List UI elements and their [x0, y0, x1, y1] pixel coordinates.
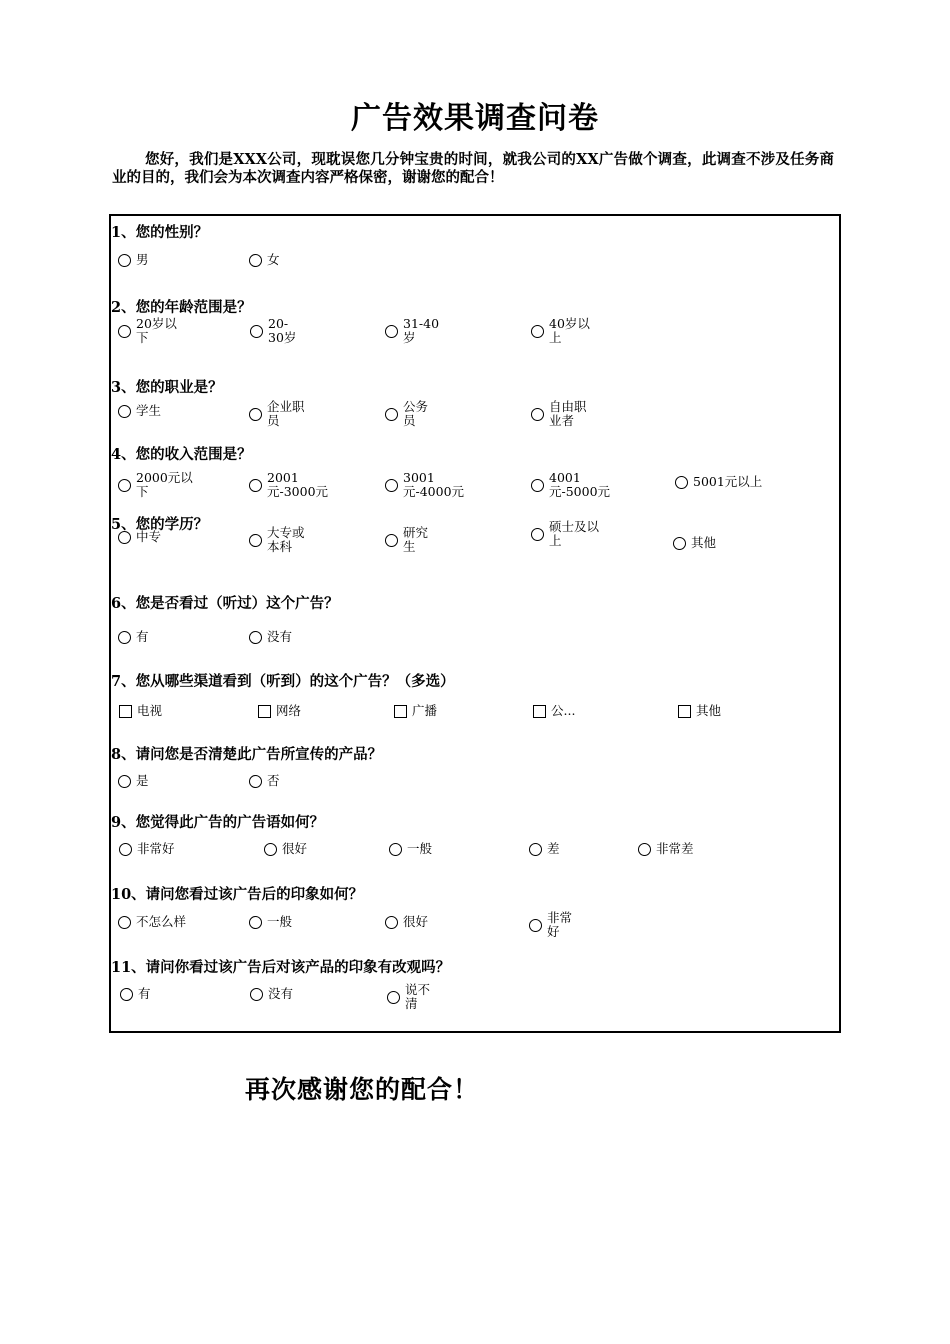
question-8: 8、请问您是否清楚此广告所宣传的产品？ — [111, 746, 383, 763]
option-label: 4001 元-5000元 — [549, 470, 611, 499]
option-label: 非常好 — [137, 841, 175, 856]
radio-circle-icon[interactable] — [249, 534, 262, 547]
option-label: 20- 30岁 — [268, 316, 297, 345]
checkbox-q7-option-4[interactable] — [533, 704, 575, 718]
radio-circle-icon[interactable] — [531, 528, 544, 541]
radio-q4-option-2[interactable] — [249, 471, 328, 499]
radio-circle-icon[interactable] — [249, 254, 262, 267]
radio-q4-option-5[interactable] — [675, 475, 762, 489]
radio-q10-option-1[interactable] — [118, 915, 186, 929]
radio-circle-icon[interactable] — [118, 479, 131, 492]
radio-q3-option-1[interactable] — [118, 404, 161, 418]
option-label: 大专或 本科 — [267, 525, 305, 554]
radio-q2-option-4[interactable] — [531, 317, 590, 345]
radio-q2-option-2[interactable] — [250, 317, 296, 345]
question-6: 6、您是否看过（听过）这个广告？ — [111, 595, 339, 612]
option-label: 很好 — [282, 841, 308, 856]
option-label: 否 — [267, 773, 280, 788]
radio-circle-icon[interactable] — [118, 325, 131, 338]
option-label: 一般 — [267, 914, 293, 929]
option-label: 其他 — [696, 703, 722, 718]
radio-q9-option-3[interactable] — [389, 842, 432, 856]
question-2: 2、您的年龄范围是？ — [111, 299, 252, 316]
option-label: 是 — [136, 773, 149, 788]
question-1: 1、您的性别？ — [111, 224, 209, 241]
radio-circle-icon[interactable] — [250, 325, 263, 338]
option-label: 广播 — [412, 703, 438, 718]
checkbox-q7-option-3[interactable] — [394, 704, 437, 718]
option-label: 自由职 业者 — [549, 399, 587, 428]
radio-q11-option-2[interactable] — [250, 987, 293, 1001]
radio-q9-option-5[interactable] — [638, 842, 694, 856]
radio-circle-icon[interactable] — [120, 988, 133, 1001]
intro-text: 您好，我们是XXX公司，现耽误您几分钟宝贵的时间，就我公司的XX广告做个调查，此调查不涉及任务商业的目的，我们会为本次调查内容严格保密，谢谢您的配合！ — [112, 151, 834, 186]
radio-circle-icon[interactable] — [385, 325, 398, 338]
checkbox-q7-option-2[interactable] — [258, 704, 301, 718]
radio-q11-option-1[interactable] — [120, 987, 151, 1001]
option-label: 不怎么样 — [136, 914, 187, 929]
option-label: 没有 — [267, 629, 293, 644]
question-11: 11、请问你看过该广告后对该产品的印象有改观吗？ — [111, 959, 451, 976]
option-label: 研究 生 — [403, 525, 429, 554]
checkbox-q7-option-1[interactable] — [119, 704, 162, 718]
radio-q6-option-2[interactable] — [249, 630, 292, 644]
option-label: 有 — [138, 986, 151, 1001]
question-4: 4、您的收入范围是？ — [111, 446, 252, 463]
option-label: 2000元以 下 — [136, 470, 193, 499]
radio-q1-option-1[interactable] — [118, 253, 149, 267]
option-label: 20岁以 下 — [136, 316, 177, 345]
radio-q5-option-5[interactable] — [673, 536, 716, 550]
radio-circle-icon[interactable] — [673, 537, 686, 550]
radio-q11-option-3[interactable] — [387, 983, 430, 1011]
checkbox-icon[interactable] — [678, 705, 691, 718]
option-label: 中专 — [136, 529, 162, 544]
option-label: 女 — [267, 252, 280, 267]
option-label: 40岁以 上 — [549, 316, 590, 345]
radio-q9-option-2[interactable] — [264, 842, 307, 856]
radio-q5-option-1[interactable] — [118, 530, 161, 544]
option-label: 公务 员 — [403, 399, 429, 428]
option-label: 很好 — [403, 914, 429, 929]
radio-q3-option-2[interactable] — [249, 400, 305, 428]
radio-q4-option-1[interactable] — [118, 471, 193, 499]
radio-circle-icon[interactable] — [249, 408, 262, 421]
radio-q2-option-1[interactable] — [118, 317, 177, 345]
page-title: 广告效果调查问卷 — [351, 101, 599, 136]
option-label: 公... — [551, 703, 576, 718]
option-label: 网络 — [276, 703, 302, 718]
radio-circle-icon[interactable] — [531, 325, 544, 338]
option-label: 有 — [136, 629, 149, 644]
checkbox-icon[interactable] — [258, 705, 271, 718]
radio-q4-option-4[interactable] — [531, 471, 610, 499]
radio-circle-icon[interactable] — [118, 405, 131, 418]
radio-circle-icon[interactable] — [249, 631, 262, 644]
radio-q9-option-4[interactable] — [529, 842, 560, 856]
radio-circle-icon[interactable] — [531, 408, 544, 421]
option-label: 非常差 — [656, 841, 694, 856]
radio-q3-option-3[interactable] — [385, 400, 428, 428]
radio-q9-option-1[interactable] — [119, 842, 175, 856]
option-label: 企业职 员 — [267, 399, 305, 428]
radio-circle-icon[interactable] — [529, 843, 542, 856]
radio-q1-option-2[interactable] — [249, 253, 280, 267]
radio-circle-icon[interactable] — [119, 843, 132, 856]
radio-circle-icon[interactable] — [385, 534, 398, 547]
option-label: 男 — [136, 252, 149, 267]
radio-circle-icon[interactable] — [638, 843, 651, 856]
radio-circle-icon[interactable] — [529, 919, 542, 932]
radio-circle-icon[interactable] — [118, 254, 131, 267]
option-label: 31-40 岁 — [403, 316, 440, 345]
radio-q10-option-4[interactable] — [529, 911, 572, 939]
question-7: 7、您从哪些渠道看到（听到）的这个广告？（多选） — [111, 673, 455, 690]
radio-circle-icon[interactable] — [264, 843, 277, 856]
option-label: 非常 好 — [547, 910, 573, 939]
radio-circle-icon[interactable] — [385, 916, 398, 929]
option-label: 其他 — [691, 535, 717, 550]
question-10: 10、请问您看过该广告后的印象如何？ — [111, 886, 364, 903]
option-label: 差 — [547, 841, 560, 856]
radio-q5-option-4[interactable] — [531, 520, 599, 548]
radio-q8-option-1[interactable] — [118, 774, 149, 788]
radio-circle-icon[interactable] — [385, 408, 398, 421]
radio-circle-icon[interactable] — [389, 843, 402, 856]
radio-circle-icon[interactable] — [249, 916, 262, 929]
radio-circle-icon[interactable] — [118, 916, 131, 929]
checkbox-q7-option-5[interactable] — [678, 704, 721, 718]
question-9: 9、您觉得此广告的广告语如何？ — [111, 814, 325, 831]
option-label: 5001元以上 — [693, 474, 763, 489]
option-label: 没有 — [268, 986, 294, 1001]
radio-q5-option-2[interactable] — [249, 526, 305, 554]
radio-circle-icon[interactable] — [385, 479, 398, 492]
radio-q10-option-3[interactable] — [385, 915, 428, 929]
radio-circle-icon[interactable] — [118, 631, 131, 644]
radio-q2-option-3[interactable] — [385, 317, 439, 345]
radio-circle-icon[interactable] — [118, 775, 131, 788]
radio-circle-icon[interactable] — [118, 531, 131, 544]
radio-circle-icon[interactable] — [675, 476, 688, 489]
question-3: 3、您的职业是？ — [111, 379, 223, 396]
question-5: 5、您的学历？ — [111, 516, 209, 533]
option-label: 2001 元-3000元 — [267, 470, 329, 499]
radio-q10-option-2[interactable] — [249, 915, 292, 929]
radio-circle-icon[interactable] — [387, 991, 400, 1004]
checkbox-icon[interactable] — [394, 705, 407, 718]
radio-q5-option-3[interactable] — [385, 526, 428, 554]
radio-q8-option-2[interactable] — [249, 774, 280, 788]
checkbox-icon[interactable] — [119, 705, 132, 718]
option-label: 学生 — [136, 403, 162, 418]
option-label: 硕士及以 上 — [549, 519, 600, 548]
radio-q3-option-4[interactable] — [531, 400, 587, 428]
questionnaire-box — [109, 214, 841, 1033]
checkbox-icon[interactable] — [533, 705, 546, 718]
radio-circle-icon[interactable] — [250, 988, 263, 1001]
radio-q4-option-3[interactable] — [385, 471, 464, 499]
radio-circle-icon[interactable] — [249, 479, 262, 492]
option-label: 3001 元-4000元 — [403, 470, 465, 499]
radio-q6-option-1[interactable] — [118, 630, 149, 644]
option-label: 电视 — [137, 703, 163, 718]
thanks-text: 再次感谢您的配合！ — [245, 1075, 480, 1104]
radio-circle-icon[interactable] — [249, 775, 262, 788]
option-label: 一般 — [407, 841, 433, 856]
option-label: 说不 清 — [405, 982, 431, 1011]
radio-circle-icon[interactable] — [531, 479, 544, 492]
